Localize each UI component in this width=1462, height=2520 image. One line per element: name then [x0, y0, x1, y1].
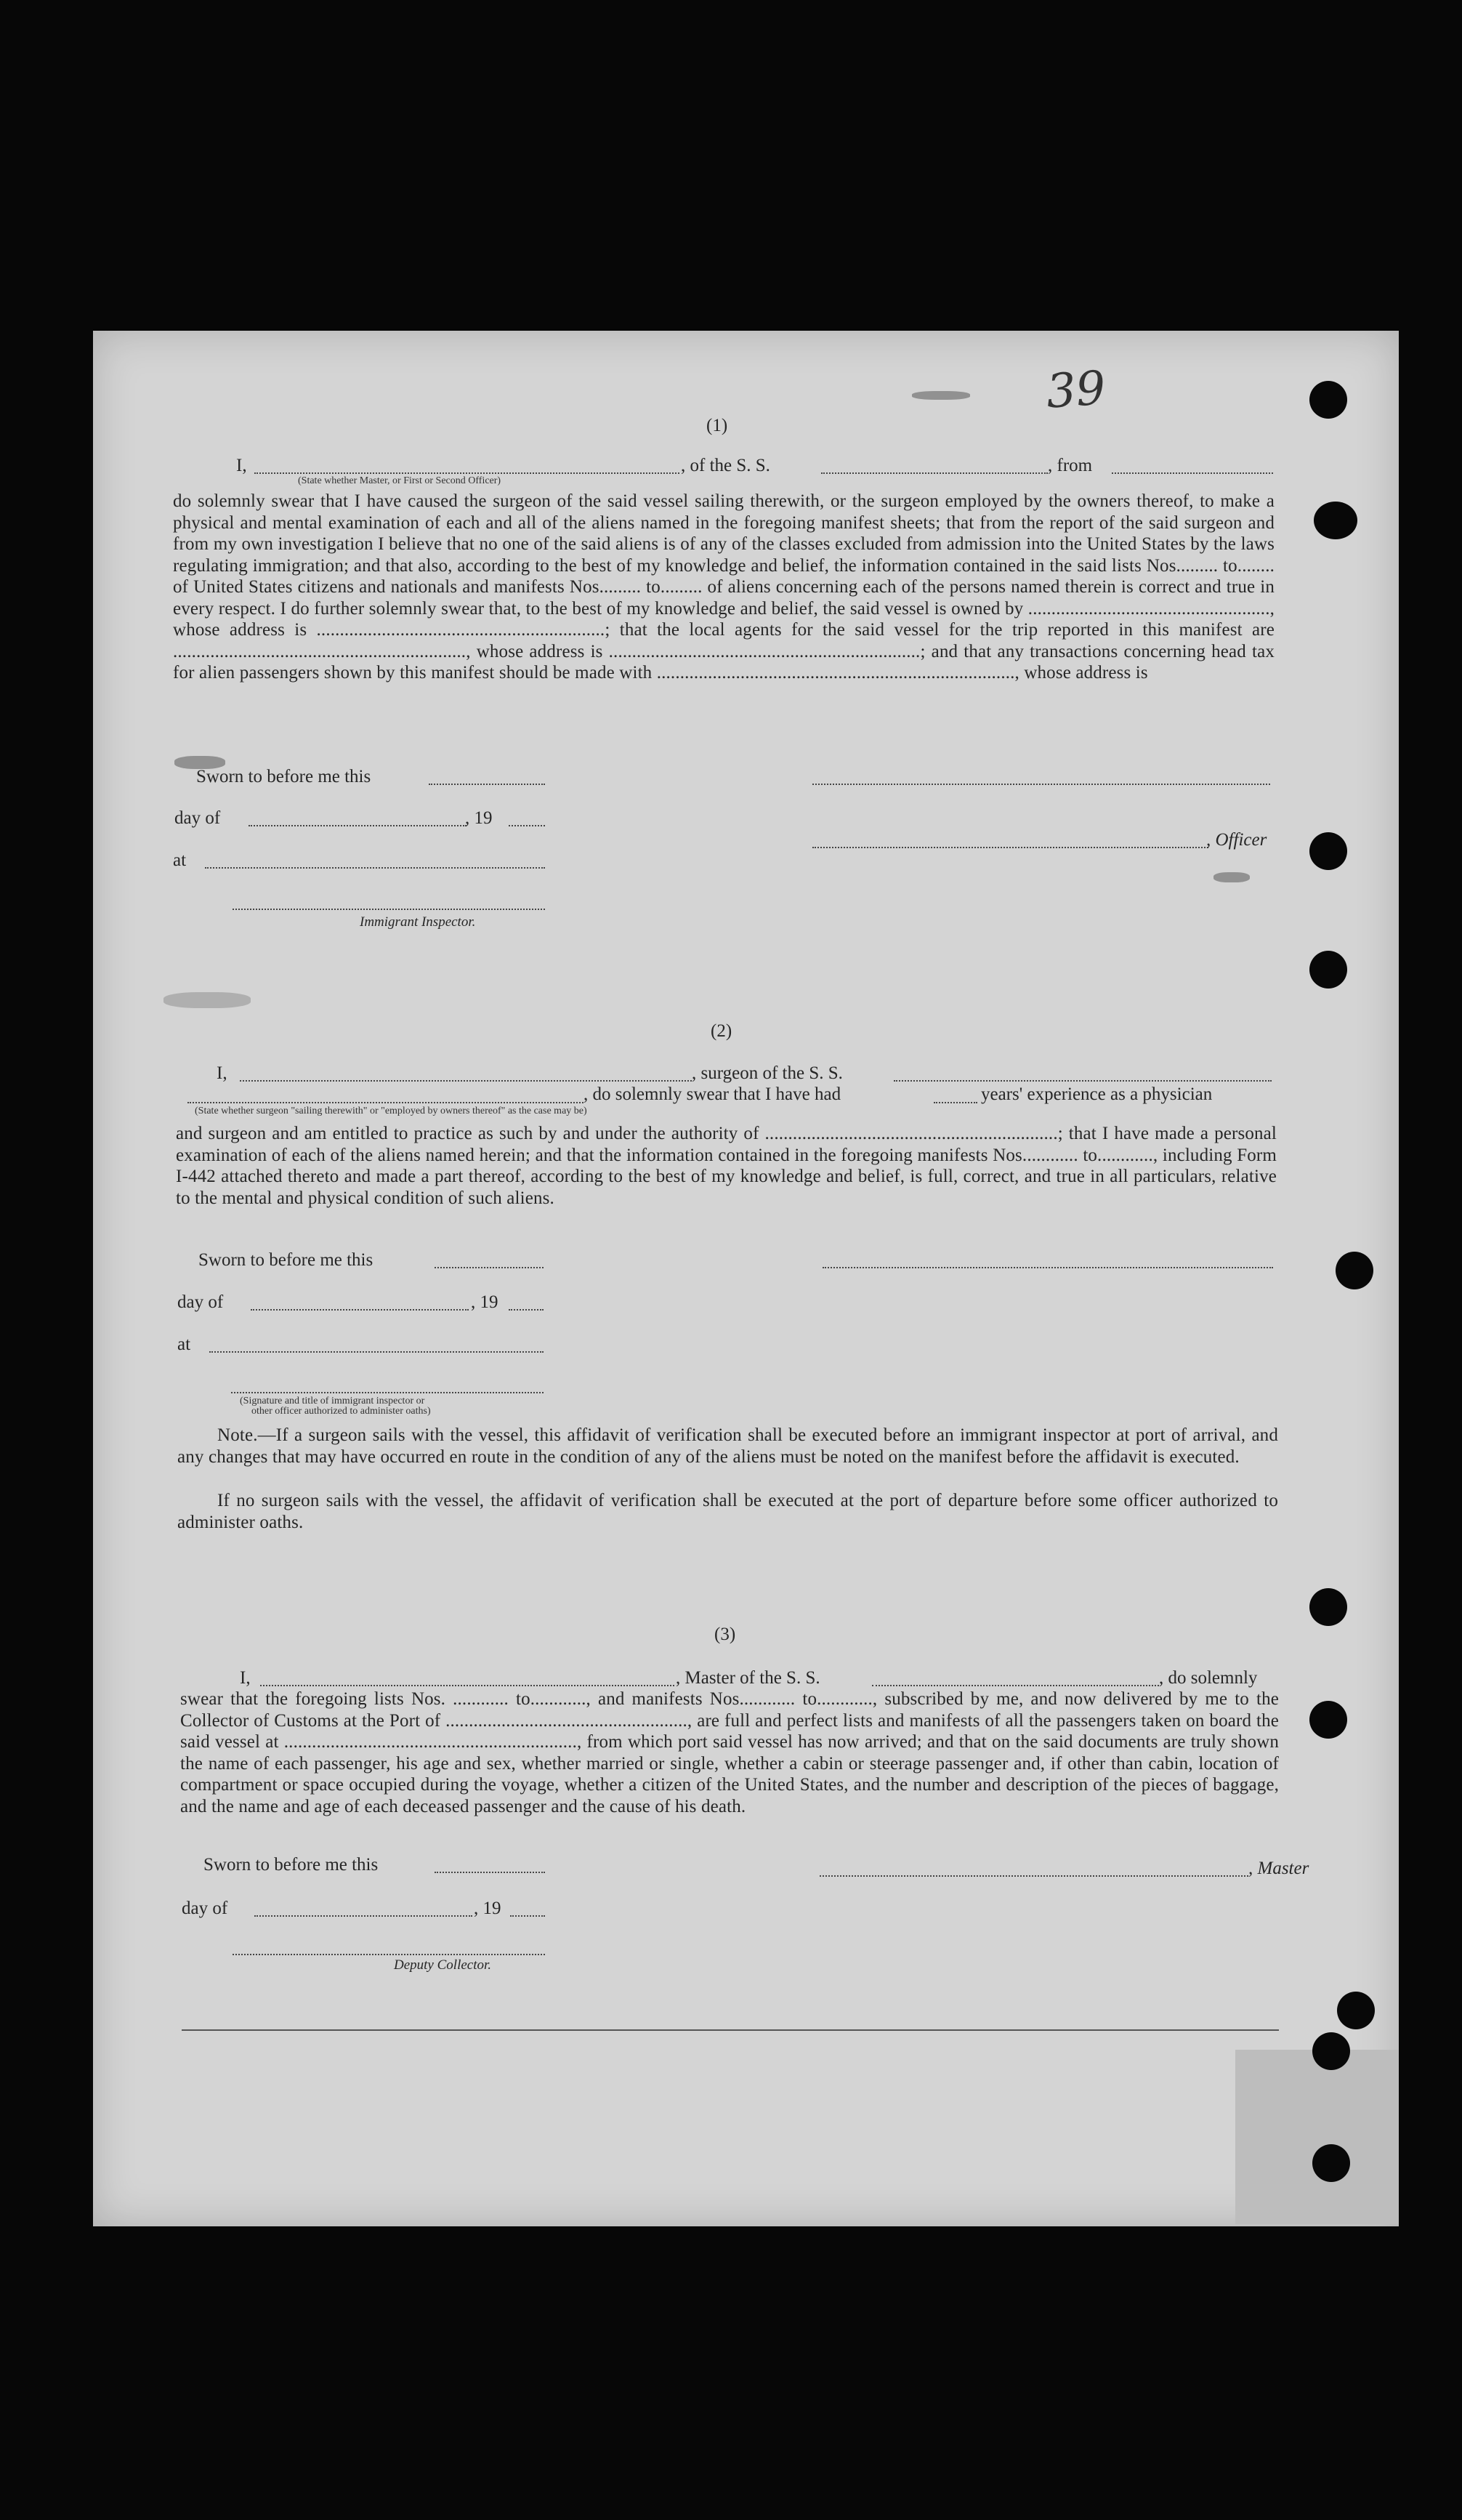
- punch-hole: [1309, 1588, 1347, 1626]
- section-2-day-field: [251, 1309, 469, 1311]
- punch-hole: [1312, 2144, 1350, 2182]
- section-2-body: and surgeon and am entitled to practice as such by and under the authority of ...............................................................; that I have made a personal examination of each of the aliens named herein; and that the information contained in the foregoing manifests Nos............ to............, including Form I-442 attached thereto and made a part thereof, according to the best of my knowledge and belief, is full, correct, and true in all particulars, relative to the mental and physical condition of such aliens.: [176, 1124, 1277, 1208]
- section-1-sworn-label: Sworn to before me this: [196, 767, 371, 786]
- section-2-day-label: day of: [177, 1292, 224, 1312]
- section-2-year-field: [509, 1309, 544, 1311]
- section-3-collector-signature-line: [233, 1954, 545, 1955]
- ink-smudge: [912, 391, 970, 400]
- section-2-year-label: , 19: [471, 1292, 498, 1312]
- section-3-collector-label: Deputy Collector.: [394, 1957, 492, 1973]
- section-2-line1-prefix: I,: [217, 1063, 227, 1083]
- section-1-rank-field: [254, 472, 679, 474]
- punch-hole: [1309, 951, 1347, 989]
- section-3-line1-prefix: I,: [240, 1668, 251, 1688]
- section-2-vessel-field: [894, 1080, 1272, 1082]
- section-1-officer-signature-line: [812, 784, 1270, 785]
- section-1-officer-label: , Officer: [1206, 830, 1267, 850]
- section-3-year-field: [510, 1915, 545, 1917]
- section-1-line1-prefix: I,: [236, 456, 247, 475]
- section-2-line1-suffix: , surgeon of the S. S.: [692, 1063, 843, 1083]
- section-1-line1-mid: , of the S. S.: [681, 456, 770, 475]
- section-1-at-label: at: [173, 850, 187, 870]
- section-1-from-field: [1112, 472, 1273, 474]
- section-3-number: (3): [714, 1625, 736, 1644]
- punch-hole: [1337, 1992, 1375, 2029]
- section-1-year-field: [509, 825, 545, 826]
- section-1-inspector-signature-line: [233, 909, 545, 910]
- punch-hole: [1309, 832, 1347, 870]
- section-2-role-field: [187, 1102, 583, 1103]
- section-1-body: do solemnly swear that I have caused the surgeon of the said vessel sailing therewith, or the surgeon employed by the owners thereof, to make a physical and mental examination of each and all of the aliens named in the foregoing manifest sheets; that from the report of the said surgeon and from my own investigation I believe that no one of the said aliens is of any of the classes excluded from admission into the United States by the laws regulating immigration; and that also, according to the best of my knowledge and belief, the information contained in the said lists Nos......... to........ of United States citizens and nationals and manifests Nos......... to......... of aliens concerning each of the persons named therein is correct and true in every respect. I do further solemnly swear that, to the best of my knowledge and belief, the said vessel is owned by ...................................................., whose address is ..............................................................; that the local agents for the said vessel for the trip reported in this manifest are ..............................................................., whose address is ...................................................................; and that any transactions concerning head tax for alien passengers shown by this manifest should be made with ............................................................................., whose address is: [173, 491, 1275, 683]
- ink-smudge: [163, 992, 251, 1008]
- section-2-surgeon-signature-line: [823, 1267, 1273, 1268]
- section-3-day-field: [254, 1915, 472, 1917]
- ink-smudge: [1213, 872, 1250, 882]
- section-3-day-label: day of: [182, 1899, 228, 1918]
- section-1-line1-suffix: , from: [1048, 456, 1093, 475]
- section-1-inspector-label: Immigrant Inspector.: [360, 914, 476, 930]
- section-3-sworn-label: Sworn to before me this: [203, 1855, 379, 1875]
- section-3-master-label: , Master: [1248, 1859, 1309, 1878]
- section-2-at-label: at: [177, 1335, 191, 1354]
- handwritten-page-number: 39: [1044, 361, 1107, 419]
- section-1-caption: (State whether Master, or First or Second Officer): [298, 475, 501, 486]
- section-3-vessel-field: [872, 1685, 1159, 1686]
- section-3-line1-suffix: , do solemnly: [1159, 1668, 1258, 1688]
- section-1-vessel-field: [821, 472, 1048, 474]
- section-2-inspector-signature-line: [231, 1392, 544, 1393]
- punch-hole: [1309, 381, 1347, 419]
- section-1-day-field: [249, 825, 467, 826]
- section-1-at-field: [205, 867, 545, 869]
- section-1-officer-field: [812, 847, 1208, 848]
- section-2-number: (2): [711, 1021, 732, 1041]
- section-2-years-field: [934, 1102, 977, 1103]
- section-1-sworn-field: [429, 784, 545, 785]
- section-2-sig-caption-2: other officer authorized to administer oaths): [251, 1406, 431, 1417]
- section-2-note-1: Note.—If a surgeon sails with the vessel, this affidavit of verification shall be executed before an immigrant inspector at port of arrival, and any changes that may have occurred en route in the condition of any of the aliens must be noted on the manifest before the affidavit is executed.: [177, 1425, 1278, 1467]
- section-3-line1-mid: , Master of the S. S.: [676, 1668, 820, 1688]
- section-1-day-label: day of: [174, 808, 221, 828]
- section-2-name-field: [240, 1080, 692, 1082]
- section-3-year-label: , 19: [474, 1899, 501, 1918]
- section-2-sworn-label: Sworn to before me this: [198, 1250, 373, 1270]
- section-1-number: (1): [706, 416, 728, 435]
- punch-hole: [1336, 1252, 1373, 1289]
- underlying-sheet-edge: [1235, 2050, 1399, 2224]
- section-2-sworn-field: [435, 1267, 544, 1268]
- punch-hole: [1314, 502, 1357, 539]
- punch-hole: [1309, 1701, 1347, 1739]
- section-3-body: swear that the foregoing lists Nos. ............ to............, and manifests Nos............ to............, subscribed by me, and now delivered by me to the Collector of Customs at the Port of ...................................................., are full and perfect lists and manifests of all the passengers taken on board the said vessel at ..............................................................., from which port said vessel has now arrived; and that on the said documents are truly shown the name of each passenger, his age and sex, whether married or single, whether a cabin or steerage passenger and, if other than cabin, location of compartment or space occupied during the voyage, whether a citizen of the United States, and the number and description of the pieces of baggage, and the name and age of each deceased passenger and the cause of his death.: [180, 1689, 1279, 1816]
- section-2-caption: (State whether surgeon "sailing therewith" or "employed by owners thereof" as the case may be): [195, 1106, 587, 1116]
- section-3-master-signature-line: [820, 1875, 1248, 1877]
- section-3-name-field: [260, 1685, 674, 1686]
- section-2-line2-mid: , do solemnly swear that I have had: [583, 1084, 841, 1104]
- section-2-line2-suffix: years' experience as a physician: [981, 1084, 1213, 1104]
- section-2-at-field: [209, 1351, 544, 1353]
- section-2-note-2: If no surgeon sails with the vessel, the affidavit of verification shall be executed at the port of departure before some officer authorized to administer oaths.: [177, 1491, 1278, 1532]
- punch-hole: [1312, 2032, 1350, 2070]
- section-3-sworn-field: [435, 1872, 545, 1873]
- bottom-rule: [182, 2029, 1279, 2031]
- section-2-sig-caption-1: (Signature and title of immigrant inspector or: [240, 1396, 425, 1406]
- section-1-year-label: , 19: [465, 808, 493, 828]
